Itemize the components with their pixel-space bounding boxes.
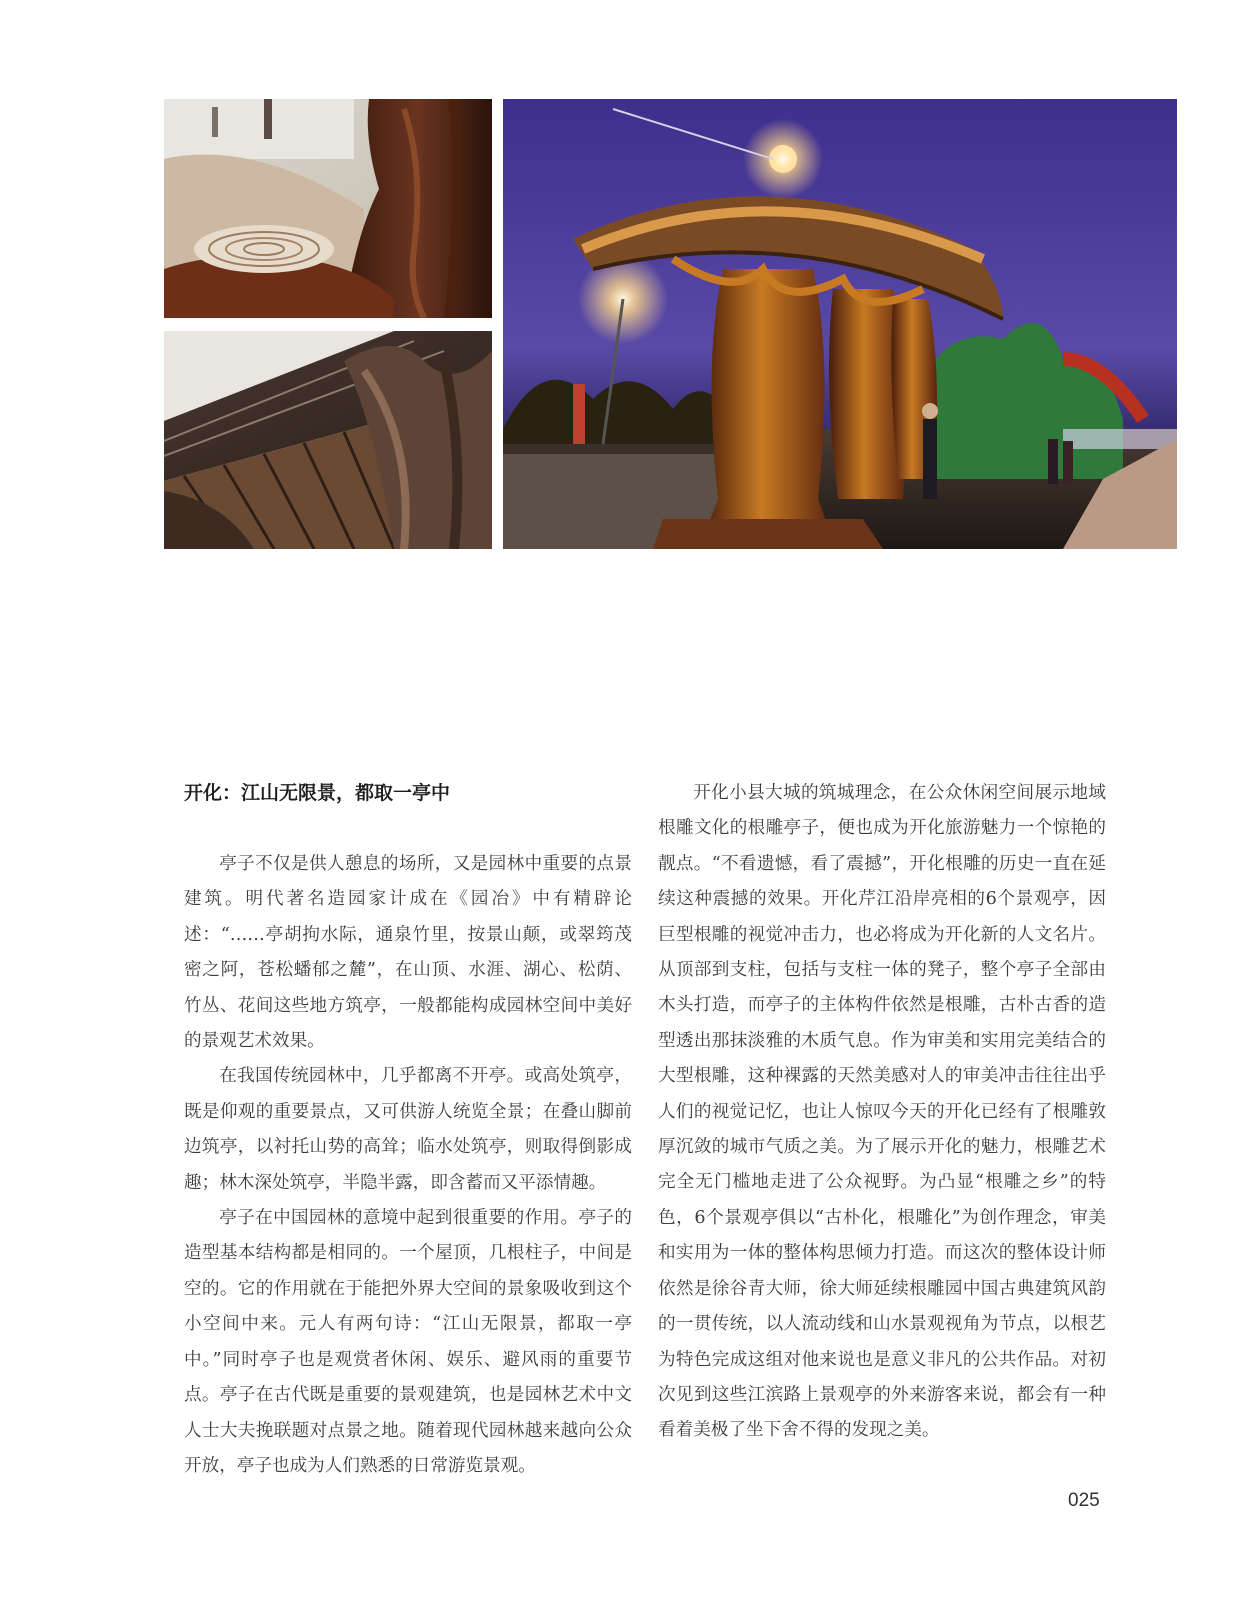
paragraph: 在我国传统园林中，几乎都离不开亭。或高处筑亭，既是仰观的重要景点，又可供游人统览全景；在叠山脚前边筑亭，以衬托山势的高耸；临水处筑亭，则取得倒影成趣；林木深处筑亭，半隐半露，即含蓄而又平添情趣。 — [184, 1066, 632, 1193]
photo-root-carving-detail — [164, 99, 492, 318]
article-column-right — [658, 776, 1106, 1449]
page-number: 025 — [1068, 1490, 1100, 1511]
section-title: 开化：江山无限景，都取一亭中 — [184, 782, 451, 804]
article-column-left — [184, 776, 632, 1484]
photo-pavilion-eaves — [164, 331, 492, 549]
photo-root-pavilion-night — [503, 99, 1177, 549]
paragraph: 亭子不仅是供人憩息的场所，又是园林中重要的点景建筑。明代著名造园家计成在《园冶》中有精辟论述：“……亭胡拘水际，通泉竹里，按景山颠，或翠筠茂密之阿，苍松蟠郁之麓”，在山顶、水涯、湖心、松荫、竹丛、花间这些地方筑亭，一般都能构成园林空间中美好的景观艺术效果。 — [184, 854, 632, 1052]
paragraph: 亭子在中国园林的意境中起到很重要的作用。亭子的造型基本结构都是相同的。一个屋顶，几根柱子，中间是空的。它的作用就在于能把外界大空间的景象吸收到这个小空间中来。元人有两句诗：“江山无限景，都取一亭中。”同时亭子也是观赏者休闲、娱乐、避风雨的重要节点。亭子在古代既是重要的景观建筑，也是园林艺术中文人士大夫挽联题对点景之地。随着现代园林越来越向公众开放，亭子也成为人们熟悉的日常游览景观。 — [184, 1208, 632, 1476]
paragraph: 开化小县大城的筑城理念，在公众休闲空间展示地域根雕文化的根雕亭子，便也成为开化旅游魅力一个惊艳的靓点。“不看遗憾，看了震撼”，开化根雕的历史一直在延续这种震撼的效果。开化芹江沿岸亮相的6个景观亭，因巨型根雕的视觉冲击力，也必将成为开化新的人文名片。从顶部到支柱，包括与支柱一体的凳子，整个亭子全部由木头打造，而亭子的主体构件依然是根雕，古朴古香的造型透出那抹淡雅的木质气息。作为审美和实用完美结合的大型根雕，这种裸露的天然美感对人的审美冲击往往出乎人们的视觉记忆，也让人惊叹今天的开化已经有了根雕敦厚沉敛的城市气质之美。为了展示开化的魅力，根雕艺术完全无门槛地走进了公众视野。为凸显“根雕之乡”的特色，6个景观亭俱以“古朴化，根雕化”为创作理念，审美和实用为一体的整体构思倾力打造。而这次的整体设计师依然是徐谷青大师，徐大师延续根雕园中国古典建筑风韵的一贯传统，以人流动线和山水景观视角为节点，以根艺为特色完成这组对他来说也是意义非凡的公共作品。对初次见到这些江滨路上景观亭的外来游客来说，都会有一种看着美极了坐下舍不得的发现之美。 — [658, 783, 1106, 1441]
